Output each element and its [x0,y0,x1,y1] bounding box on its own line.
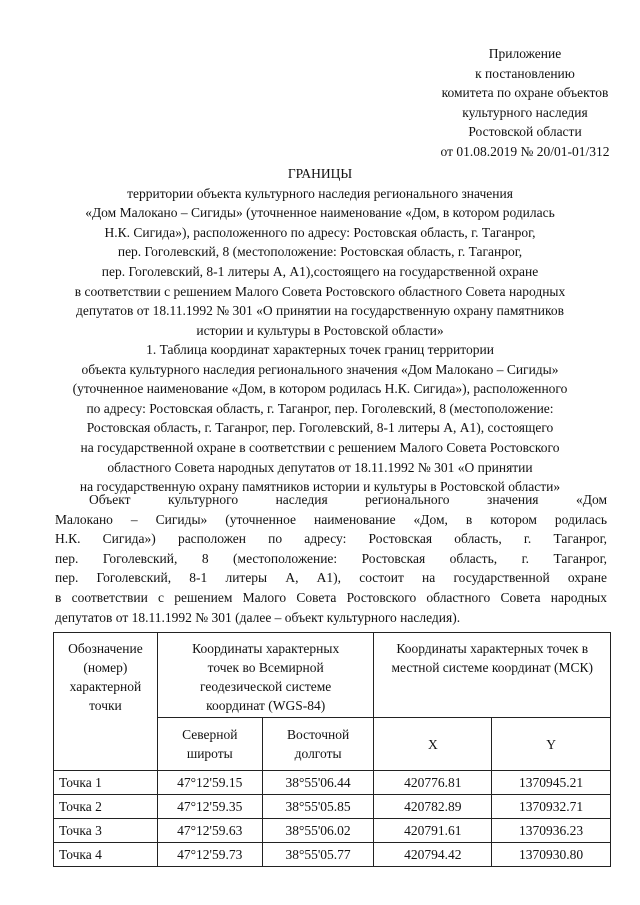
appendix-line: от 01.08.2019 № 20/01-01/312 [440,143,610,159]
header-text-line: местной системе координат (МСК) [391,660,593,675]
title-line: Н.К. Сигида»), расположенного по адресу: Ростовская область, г. Таганрог, [104,224,536,240]
cell-x: 420782.89 [374,795,492,819]
section-line: объекта культурного наследия регионального значения «Дом Малокано – Сигиды» [81,361,559,377]
paragraph-line: Объект культурного наследия регионального значения «Дом [89,492,607,507]
paragraph-line: Малокано – Сигиды» (уточненное наименование «Дом, в котором родилась [55,511,607,527]
cell-north: 47°12'59.35 [157,795,262,819]
header-text-line: Координаты характерных [192,641,340,656]
header-text-line: Обозначение [68,641,143,656]
header-msk [374,633,611,718]
title-line: пер. Гоголевский, 8 (местоположение: Ростовская область, г. Таганрог, [117,244,523,260]
title-line: пер. Гоголевский, 8-1 литеры А, А1),состоящего на государственной охране [101,263,539,279]
subheader-text-line: Восточной [286,727,350,742]
section-line: (уточненное наименование «Дом, в котором родилась Н.К. Сигида»), расположенного [72,381,568,397]
subheader-x: X [374,718,492,771]
header-text-line: точек во Всемирной [207,660,324,675]
title-line: в соответствии с решением Малого Совета Ростовского областного Совета народных [74,283,566,299]
subheader-y: Y [492,718,611,771]
body-paragraph [55,490,607,627]
section-line: 1. Таблица координат характерных точек границ территории [146,342,494,357]
cell-north: 47°12'59.15 [157,771,262,795]
title-line: территории объекта культурного наследия регионального значения [127,185,513,201]
subheader-text-line: широты [186,746,233,761]
paragraph-line: Н.К. Сигида») расположен по адресу: Ростовская область, г. Таганрог, [55,531,607,547]
cell-y: 1370936.23 [492,819,611,843]
table-row [54,819,611,843]
cell-y: 1370932.71 [492,795,611,819]
table-header-row [54,633,611,718]
cell-east: 38°55'05.77 [262,843,374,867]
subheader-text-line: долготы [294,746,342,761]
cell-point: Точка 4 [54,843,158,867]
header-text-line: Координаты характерных точек в [396,641,589,656]
cell-point: Точка 1 [54,771,158,795]
cell-y: 1370930.80 [492,843,611,867]
cell-y: 1370945.21 [492,771,611,795]
cell-x: 420791.61 [374,819,492,843]
title-line: депутатов от 18.11.1992 № 301 «О принятии на государственную охрану памятников [76,303,564,319]
appendix-line: Приложение [488,46,562,61]
header-point-id [54,633,158,771]
title-line: «Дом Малокано – Сигиды» (уточненное наименование «Дом, в котором родилась [85,205,555,221]
section-line: Ростовская область, г. Таганрог, пер. Гоголевский, 8-1 литеры А, А1), состоящего [86,420,554,436]
appendix-line: Ростовской области [468,124,582,140]
appendix-block [400,44,640,162]
subheader-north [157,718,262,771]
header-text-line: точки [89,698,122,713]
subheader-east [262,718,374,771]
appendix-line: комитета по охране объектов [441,85,609,101]
cell-point: Точка 3 [54,819,158,843]
paragraph-line: пер. Гоголевский, 8 (местоположение: Ростовская область, г. Таганрог, [55,550,607,566]
header-text-line: геодезической системе [200,679,332,694]
table-row [54,795,611,819]
table-row [54,771,611,795]
section-heading [40,340,600,497]
cell-point: Точка 2 [54,795,158,819]
cell-east: 38°55'05.85 [262,795,374,819]
paragraph-line: в соответствии с решением Малого Совета Ростовского областного Совета народных [55,589,607,605]
cell-east: 38°55'06.02 [262,819,374,843]
cell-north: 47°12'59.73 [157,843,262,867]
section-line: на государственную охрану памятников истории и культуры в Ростовской области» [79,479,561,495]
header-text-line: координат (WGS-84) [206,698,326,713]
cell-north: 47°12'59.63 [157,819,262,843]
coordinates-table [53,632,611,867]
section-line: областного Совета народных депутатов от 18.11.1992 № 301 «О принятии [107,459,533,475]
header-text-line: (номер) [83,660,128,675]
appendix-line: культурного наследия [462,104,588,120]
cell-x: 420776.81 [374,771,492,795]
title-heading: ГРАНИЦЫ [287,166,353,181]
cell-x: 420794.42 [374,843,492,867]
header-wgs84 [157,633,374,718]
table-row [54,843,611,867]
appendix-line: к постановлению [475,65,575,81]
paragraph-line: пер. Гоголевский, 8-1 литеры А, А1), состоит на государственной охране [55,570,607,586]
cell-east: 38°55'06.44 [262,771,374,795]
section-line: по адресу: Ростовская область, г. Таганрог, пер. Гоголевский, 8 (местоположение: [86,400,554,416]
header-text-line: характерной [69,679,142,694]
title-line: истории и культуры в Ростовской области» [196,322,444,338]
subheader-text-line: Северной [182,727,238,742]
paragraph-line: депутатов от 18.11.1992 № 301 (далее – объект культурного наследия). [55,609,461,625]
section-line: на государственной охране в соответствии с решением Малого Совета Ростовского [80,439,560,455]
document-title [40,164,600,340]
